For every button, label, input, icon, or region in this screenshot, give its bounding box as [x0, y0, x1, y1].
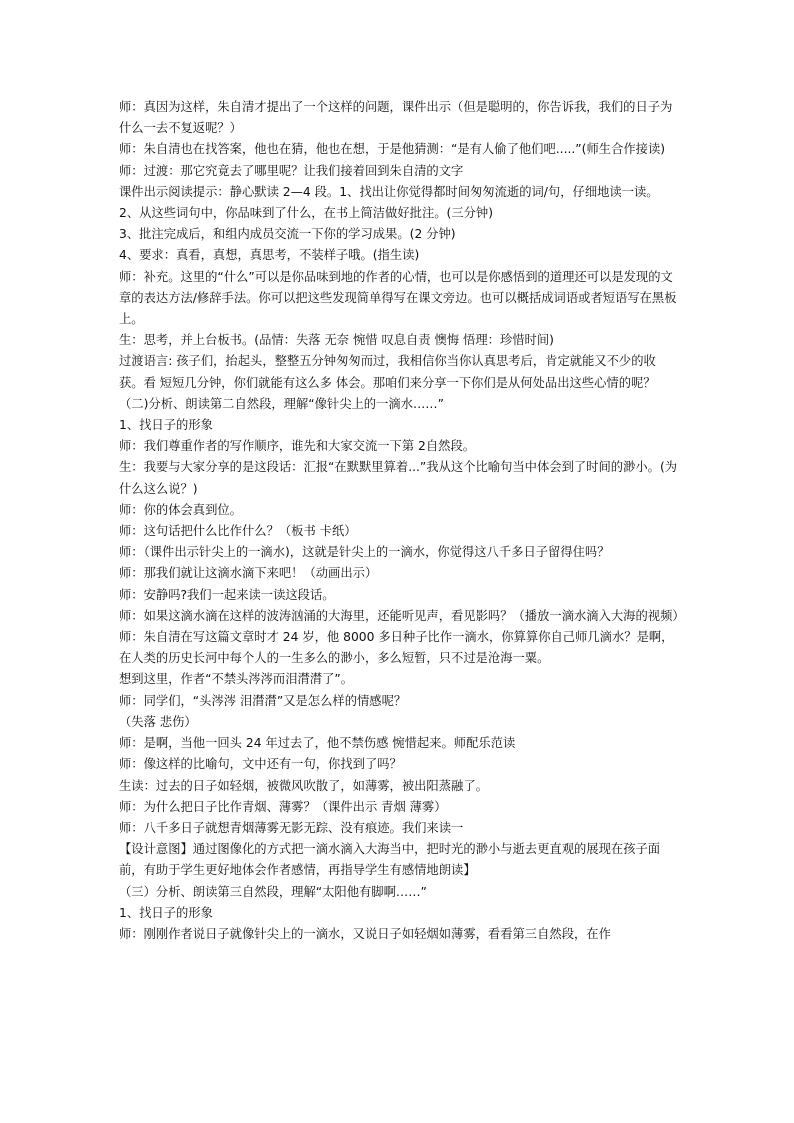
paragraph: 师：补充。这里的“什么”可以是你品味到地的作者的心情，也可以是你感悟到的道理还可以是发现的文章的表达方法/修辞手法。你可以把这些发现简单得写在课文旁边。也可以概括成词语或者短语写在黑板上。 [119, 269, 677, 327]
paragraph: 课件出示阅读提示：静心默读 2—4 段。1、找出让你觉得都时间匆匆流逝的词/句，仔细地读一读。 [119, 184, 659, 199]
paragraph: 想到这里，作者“不禁头涔涔而泪潸潸了”。 [119, 672, 354, 687]
paragraph: 1、找日子的形象 [119, 418, 213, 433]
paragraph: 生：思考，并上台板书。(品情：失落 无奈 惋惜 叹息自责 懊悔 悟理：珍惜时间) [119, 333, 554, 348]
paragraph: 1、找日子的形象 [119, 905, 213, 920]
paragraph: 师：是啊，当他一回头 24 年过去了，他不禁伤感 惋惜起来。师配乐范读 [119, 736, 516, 751]
paragraph: 师：如果这滴水滴在这样的波涛汹涌的大海里，还能听见声，看见影吗？（播放一滴水滴入大海的视频） [119, 608, 685, 623]
paragraph: 3、批注完成后，和组内成员交流一下你的学习成果。(2 分钟) [119, 227, 456, 242]
paragraph: 生读：过去的日子如轻烟，被微风吹散了，如薄雾，被出阳蒸融了。 [119, 778, 488, 793]
paragraph: 师：同学们，“头涔涔 泪潸潸”又是怎么样的情感呢？ [119, 693, 407, 708]
paragraph: 师：刚刚作者说日子就像针尖上的一滴水，又说日子如轻烟如薄雾，看看第三自然段，在作 [119, 926, 611, 941]
paragraph: 师：朱自清在写这篇文章时才 24 岁，他 8000 多日种子比作一滴水，你算算你自己师几滴水？是啊，在人类的历史长河中每个人的一生多么的渺小，多么短暂，只不过是沧海一粟。 [119, 630, 674, 666]
paragraph: （失落 悲伤） [119, 714, 197, 729]
paragraph: 师：朱自清也在找答案，他也在猜，他也在想，于是他猜测：“是有人偷了他们吧.....”(师生合作接读) [119, 142, 666, 157]
paragraph: 4、要求：真看，真想，真思考，不装样子哦。(指生读) [119, 248, 420, 263]
paragraph: 师：为什么把日子比作青烟、薄雾？（课件出示 青烟 薄雾） [119, 799, 447, 814]
section-heading: （二)分析、朗读第二自然段，理解“像针尖上的一滴水……” [119, 396, 444, 411]
section-heading: （三）分析、朗读第三自然段，理解“太阳他有脚啊……” [119, 884, 427, 899]
paragraph: 师：像这样的比喻句，文中还有一句，你找到了吗？ [119, 757, 402, 772]
document-body [119, 97, 685, 945]
paragraph: 师：真因为这样，朱自清才提出了一个这样的问题，课件出示（但是聪明的，你告诉我，我们的日子为什么一去不复返呢？） [119, 100, 673, 136]
paragraph: 师：安静吗?我们一起来读一读这段话。 [119, 587, 335, 602]
paragraph: 2、从这些词句中，你品味到了什么，在书上简洁做好批注。(三分钟) [119, 206, 494, 221]
paragraph: 师：过渡：那它究竟去了哪里呢？让我们接着回到朱自清的文字 [119, 163, 464, 178]
paragraph: 师：那我们就让这滴水滴下来吧！（动画出示） [119, 566, 378, 581]
paragraph: 师：八千多日子就想青烟薄雾无影无踪、没有痕迹。我们来读一 [119, 820, 464, 835]
paragraph: 师：（课件出示针尖上的一滴水)，这就是针尖上的一滴水，你觉得这八千多日子留得住吗？ [119, 545, 610, 560]
paragraph: 师：这句话把什么比作什么？（板书 卡纸） [119, 524, 357, 539]
paragraph: 过渡语言: 孩子们，抬起头，整整五分钟匆匆而过，我相信你当你认真思考后，肯定就能又不少的收获。看 短短几分钟，你们就能有这么多 体会。那咱们来分享一下你们是从何处品出这些心情的呢？ [119, 354, 656, 390]
paragraph: 师：你的体会真到位。 [119, 502, 242, 517]
design-intent-note: 【设计意图】通过图像化的方式把一滴水滴入大海当中，把时光的渺小与逝去更直观的展现在孩子面前，有助于学生更好地体会作者感情，再指导学生有感情地朗读】 [119, 842, 661, 878]
paragraph: 生：我要与大家分享的是这段话：汇报“在默默里算着...”我从这个比喻句当中体会到了时间的渺小。(为什么这么说？) [119, 460, 678, 496]
paragraph: 师：我们尊重作者的写作顺序，谁先和大家交流一下第 2自然段。 [119, 439, 476, 454]
